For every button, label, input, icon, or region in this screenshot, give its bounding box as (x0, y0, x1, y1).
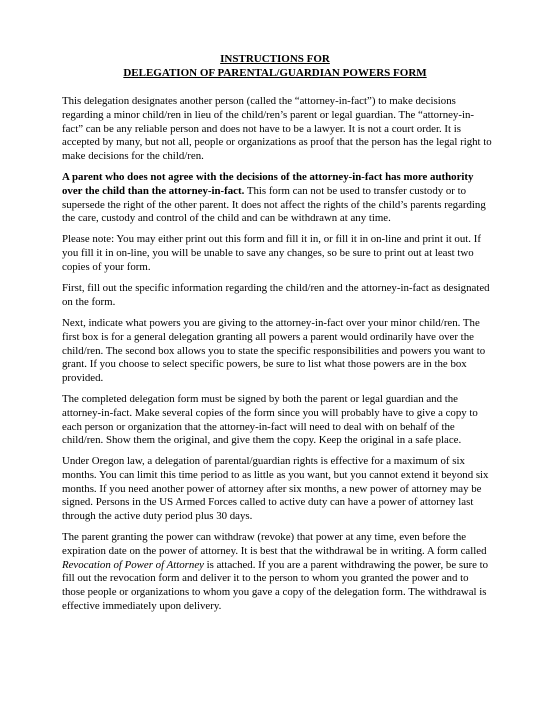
paragraph-revocation (62, 531, 494, 614)
paragraph-first-step: First, fill out the specific information regarding the child/ren and the attorney-in-fact as designated on the form. (62, 282, 490, 308)
paragraph-parent-authority (62, 171, 494, 226)
paragraph-oregon-law: Under Oregon law, a delegation of parental/guardian rights is effective for a maximum of six months. You can limit this time period to as little as you want, but you cannot extend it beyond six months. If you need another power of attorney after six months, a new power of attorney may be signed. Persons in the US Armed Forces called to active duty can have a power of attorney last through the active duty period plus 30 days. (62, 455, 489, 523)
paragraph-revocation-part-b: is attached. If you are a parent withdrawing the power, be sure to fill out the revocation form and deliver it to the person to whom you granted the power and to those people or organizations to whom you gave a copy of the delegation form. The withdrawal is effective immediately upon delivery. (62, 558, 489, 612)
paragraph-attorney-in-fact-definition: This delegation designates another person (called the “attorney-in-fact”) to make decisions regarding a minor child/ren in lieu of the child/ren’s parent or legal guardian. The “attorney-in-fact” can be any reliable person and does not have to be a lawyer. It is not a court order. It is accepted by many, but not all, people or organizations as proof that the person has the legal right to make decisions for the child/ren. (62, 95, 492, 163)
revocation-form-title: Revocation of Power of Attorney (62, 558, 204, 571)
paragraph-parent-authority-rest: This form can not be used to transfer custody or to supersede the right of the other parent. It does not affect the rights of the child’s parents regarding the care, custody and control of the child and can be withdrawn at any time. (62, 184, 486, 225)
paragraph-parent-authority-bold: A parent who does not agree with the decisions of the attorney-in-fact has more authority over the child than the attorney-in-fact. (62, 171, 474, 197)
paragraph-revocation-part-a: The parent granting the power can withdraw (revoke) that power at any time, even before the expiration date on the power of attorney. It is best that the withdrawal be in writing. A form called (62, 531, 487, 557)
paragraph-signing-copies: The completed delegation form must be signed by both the parent or legal guardian and the attorney-in-fact. Make several copies of the form since you will probably have to give a copy to each person or organization that the attorney-in-fact will need to deal with on behalf of the child/ren. Show them the original, and give them the copy. Keep the original in a safe place. (62, 393, 478, 447)
document-title-line-2: DELEGATION OF PARENTAL/GUARDIAN POWERS FORM (123, 67, 427, 79)
paragraph-please-note: Please note: You may either print out this form and fill it in, or fill it in on-line and print it out. If you fill it in on-line, you will be unable to save any changes, so be sure to print out at least two copies of your form. (62, 233, 481, 273)
paragraph-next-step-powers: Next, indicate what powers you are giving to the attorney-in-fact over your minor child/ren. The first box is for a general delegation granting all powers a parent would ordinarily have over the child/ren. The second box allows you to state the specific responsibilities and powers you want to grant. If you choose to select specific powers, be sure to list what those powers are in the box provided. (62, 317, 486, 385)
document-title-line-1: INSTRUCTIONS FOR (220, 53, 330, 65)
